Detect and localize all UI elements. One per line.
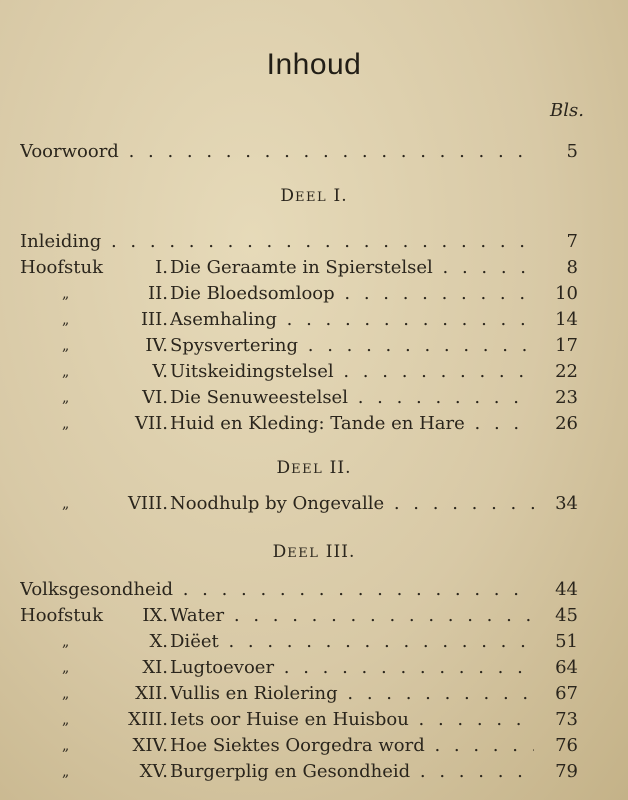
toc-entry: „ VI. Die Senuweestelsel . . . 23 [20, 386, 578, 410]
entry-title: Voorwoord . . . [20, 140, 534, 164]
page-title: Inhoud [266, 48, 362, 81]
toc-entry: „ X. Diëet . . . 51 [20, 630, 578, 654]
toc-entry: „ IV. Spysvertering . . . 17 [20, 334, 578, 358]
section-heading-deel-2: DEEL II. [276, 458, 352, 478]
section-heading-deel-1: DEEL I. [280, 186, 348, 206]
toc-entry: „ XV. Burgerplig en Gesondheid . . . 79 [20, 760, 578, 784]
toc-entry: „ III. Asemhaling . . . 14 [20, 308, 578, 332]
toc-entry: „ VIII. Noodhulp by Ongevalle . . . 34 [20, 492, 578, 516]
toc-entry: Hoofstuk I. Die Geraamte in Spierstelsel . . . 8 [20, 256, 578, 280]
toc-entry: „ XIV. Hoe Siektes Oorgedra word . . . 76 [20, 734, 578, 758]
page-column-header: Bls. [550, 100, 584, 121]
toc-entry: „ VII. Huid en Kleding: Tande en Hare . . . 26 [20, 412, 578, 436]
toc-entry: „ XII. Vullis en Riolering . . . 67 [20, 682, 578, 706]
toc-entry: „ XIII. Iets oor Huise en Huisbou . . . 73 [20, 708, 578, 732]
toc-entry-volksgesondheid: Volksgesondheid . . . 44 [20, 578, 578, 602]
entry-page: 5 [566, 141, 578, 162]
toc-entry: „ II. Die Bloedsomloop . . . 10 [20, 282, 578, 306]
toc-entry: Hoofstuk IX. Water . . . 45 [20, 604, 578, 628]
toc-entry-voorwoord [20, 140, 578, 164]
toc-entry-inleiding: Inleiding . . . 7 [20, 230, 578, 254]
toc-entry: „ V. Uitskeidingstelsel . . . 22 [20, 360, 578, 384]
section-heading-deel-3: DEEL III. [272, 542, 356, 562]
toc-entry: „ XI. Lugtoevoer . . . 64 [20, 656, 578, 680]
